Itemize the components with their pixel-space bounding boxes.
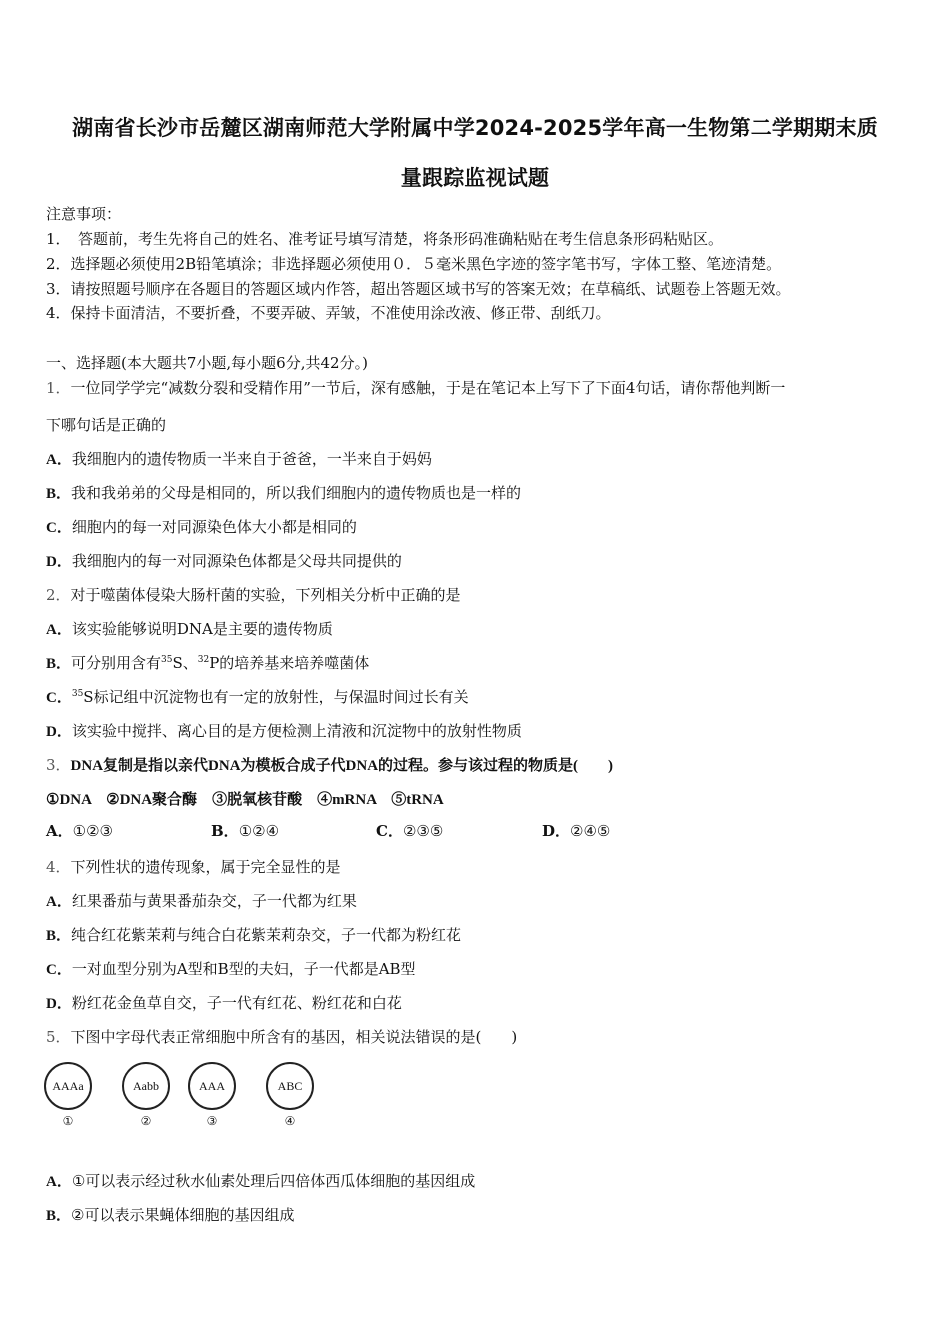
q3-choice-b	[211, 820, 279, 841]
option-label: C．	[46, 962, 72, 978]
option-text: ②③⑤	[402, 822, 444, 840]
q3-number: 3．	[46, 756, 71, 774]
cell-circle: ABC	[266, 1062, 314, 1110]
q5-stem	[46, 1026, 517, 1047]
q2-option-c	[46, 686, 469, 707]
option-text-post: P的培养基来培养噬菌体	[209, 654, 370, 672]
option-label: D．	[46, 724, 72, 740]
cell-circle: AAA	[188, 1062, 236, 1110]
option-label: D．	[542, 822, 571, 840]
q2-number: 2．	[46, 586, 71, 604]
option-text-post: S标记组中沉淀物也有一定的放射性，与保温时间过长有关	[83, 688, 469, 706]
cell-figure	[188, 1062, 242, 1128]
option-label: B．	[46, 486, 72, 502]
q3-items-line: ①DNA ②DNA聚合酶 ③脱氧核苷酸 ④mRNA ⑤tRNA	[46, 792, 444, 808]
option-text: ②④⑤	[570, 822, 611, 840]
cell-circle: AAAa	[44, 1062, 92, 1110]
option-label: A．	[46, 1174, 72, 1190]
cell-figure	[44, 1062, 98, 1128]
option-label: B．	[46, 1208, 72, 1224]
option-label: A．	[46, 894, 72, 910]
option-text: 纯合红花紫茉莉与纯合白花紫茉莉杂交，子一代都为粉红花	[71, 926, 462, 944]
q4-number: 4．	[46, 858, 71, 876]
option-text: ①可以表示经过秋水仙素处理后四倍体西瓜体细胞的基因组成	[71, 1172, 476, 1190]
q2-stem	[46, 584, 461, 605]
option-text: ①②③	[72, 822, 113, 840]
q1-stem	[46, 377, 785, 398]
exam-title-line-2: 量跟踪监视试题	[400, 166, 550, 190]
option-text: ①②④	[238, 822, 280, 840]
cell-label: ②	[140, 1114, 152, 1128]
cell-label: ③	[206, 1114, 218, 1128]
isotope-superscript: 35	[71, 689, 84, 699]
option-label: A．	[46, 622, 72, 638]
q3-stem-text: DNA复制是指以亲代DNA为模板合成子代DNA的过程。参与该过程的物质是( )	[70, 758, 614, 774]
q1-stem-line1: 一位同学学完“减数分裂和受精作用”一节后，深有感触，于是在笔记本上写下了下面4句话，请你帮他判断一	[70, 379, 786, 397]
q4-stem	[46, 856, 341, 877]
option-text: 我细胞内的遗传物质一半来自于爸爸，一半来自于妈妈	[71, 450, 432, 468]
cell-circle: Aabb	[122, 1062, 170, 1110]
q2-stem-text: 对于噬菌体侵染大肠杆菌的实验，下列相关分析中正确的是	[70, 586, 461, 604]
option-label: D．	[46, 996, 72, 1012]
q1-stem-line2: 下哪句话是正确的	[46, 416, 167, 434]
option-text: 红果番茄与黄果番茄杂交，子一代都为红果	[71, 892, 357, 910]
exam-title-line-1: 湖南省长沙市岳麓区湖南师范大学附属中学2024-2025学年高一生物第二学期期末质	[72, 116, 878, 140]
option-label: C．	[46, 520, 72, 536]
q5-option-b	[46, 1204, 294, 1225]
q4-stem-text: 下列性状的遗传现象，属于完全显性的是	[70, 858, 341, 876]
section-heading: 一、选择题(本大题共7小题,每小题6分,共42分。)	[46, 354, 368, 372]
q1-option-d	[46, 550, 402, 571]
q3-choices	[46, 820, 666, 842]
option-text: 细胞内的每一对同源染色体大小都是相同的	[71, 518, 357, 536]
q3-choice-a	[46, 820, 113, 841]
option-text: 该实验中搅拌、离心目的是方便检测上清液和沉淀物中的放射性物质	[71, 722, 522, 740]
option-text: 我和我弟弟的父母是相同的，所以我们细胞内的遗传物质也是一样的	[71, 484, 522, 502]
option-label: B．	[46, 928, 72, 944]
q1-option-c	[46, 516, 357, 537]
cell-label: ①	[62, 1114, 74, 1128]
q4-option-a	[46, 890, 357, 911]
option-label: C．	[46, 690, 72, 706]
q1-option-b	[46, 482, 521, 503]
q3-stem	[46, 754, 613, 775]
option-text: 一对血型分别为A型和B型的夫妇，子一代都是AB型	[71, 960, 416, 978]
q1-number: 1．	[46, 379, 71, 397]
cell-figure	[122, 1062, 176, 1128]
cell-diagram	[44, 1062, 344, 1134]
q5-option-a	[46, 1170, 475, 1191]
cell-label: ④	[284, 1114, 296, 1128]
note-item: 1． 答题前，考生先将自己的姓名、准考证号填写清楚，将条形码准确粘贴在考生信息条形码粘贴区。	[46, 230, 724, 248]
option-label: A．	[46, 822, 73, 840]
q1-option-a	[46, 448, 432, 469]
note-item: 2．选择题必须使用2B铅笔填涂；非选择题必须使用０．５毫米黑色字迹的签字笔书写，字体工整、笔迹清楚。	[46, 255, 782, 273]
option-text: 我细胞内的每一对同源染色体都是父母共同提供的	[71, 552, 402, 570]
q2-option-b	[46, 652, 369, 673]
option-label: A．	[46, 452, 72, 468]
q3-choice-c	[376, 820, 443, 841]
option-text-mid: S、	[172, 654, 198, 672]
option-label: C．	[376, 822, 403, 840]
q4-option-d	[46, 992, 402, 1013]
option-text-pre: 可分别用含有	[71, 654, 162, 672]
option-label: B．	[46, 656, 72, 672]
option-label: D．	[46, 554, 72, 570]
q5-stem-text: 下图中字母代表正常细胞中所含有的基因，相关说法错误的是( )	[70, 1028, 518, 1046]
q2-option-d	[46, 720, 522, 741]
q4-option-b	[46, 924, 461, 945]
q3-choice-d	[542, 820, 610, 841]
q4-option-c	[46, 958, 416, 979]
option-label: B．	[211, 822, 239, 840]
isotope-superscript: 32	[197, 655, 210, 665]
cell-figure	[266, 1062, 320, 1128]
option-text: 该实验能够说明DNA是主要的遗传物质	[71, 620, 333, 638]
note-item: 3．请按照题号顺序在各题目的答题区域内作答，超出答题区域书写的答案无效；在草稿纸、试题卷上答题无效。	[46, 280, 791, 298]
q2-option-a	[46, 618, 333, 639]
option-text: ②可以表示果蝇体细胞的基因组成	[71, 1206, 295, 1224]
notes-heading: 注意事项：	[46, 205, 122, 223]
q5-number: 5．	[46, 1028, 71, 1046]
note-item: 4．保持卡面清洁，不要折叠，不要弄破、弄皱，不准使用涂改液、修正带、刮纸刀。	[46, 304, 611, 322]
option-text: 粉红花金鱼草自交，子一代有红花、粉红花和白花	[71, 994, 402, 1012]
isotope-superscript: 35	[161, 655, 173, 665]
